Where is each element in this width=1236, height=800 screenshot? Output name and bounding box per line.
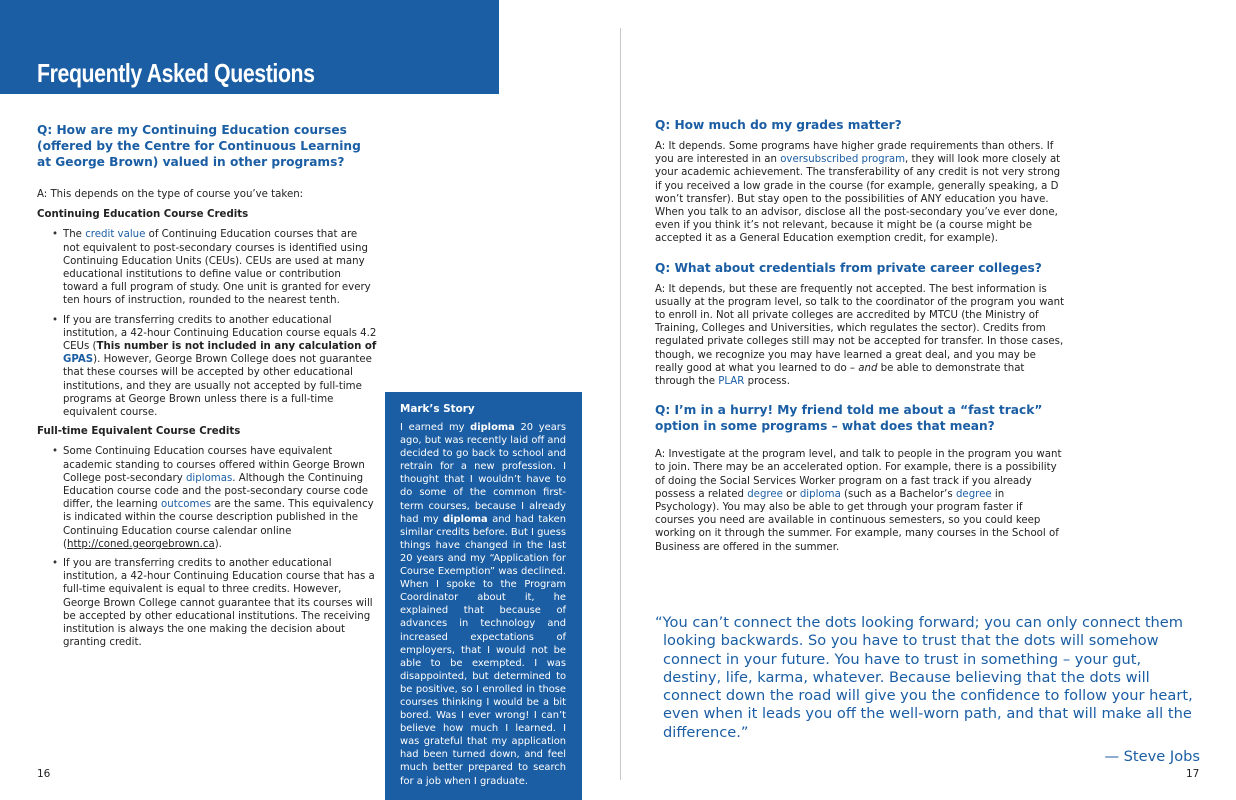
plar-link[interactable]: PLAR bbox=[718, 376, 745, 388]
question-private-colleges: Q: What about credentials from private career colleges? bbox=[655, 260, 1042, 275]
ft-credits-list bbox=[37, 445, 377, 649]
question-ce-courses: Q: How are my Continuing Education courses (offered by the Centre for Continuous Learning at George Brown) valued in other programs? bbox=[37, 123, 361, 169]
answer-private-colleges: A: It depends, but these are frequently not accepted. The best information is usually at the program level, so talk to the coordinator of the program you want to enroll in. Not all private colleges are accredited by MTCU (the Ministry of Training, Colleges and Universities, which regulates the sector). Credits from regulated private colleges still may not be accepted for transfer. In those cases, though, we recognize you may have learned a great deal, and you may be really good at what you learned to do – and be able to demonstrate that through the PLAR process. bbox=[655, 283, 1065, 388]
outcomes-link[interactable]: outcomes bbox=[161, 499, 212, 511]
page-number-right: 17 bbox=[1186, 768, 1200, 780]
marks-story-sidebar bbox=[385, 392, 582, 800]
question-fast-track: Q: I’m in a hurry! My friend told me about a “fast track” option in some programs – what does that mean? bbox=[655, 403, 1043, 434]
title-banner bbox=[0, 0, 499, 94]
page-number-left: 16 bbox=[37, 768, 51, 780]
answer-intro: A: This depends on the type of course you’ve taken: bbox=[37, 189, 304, 200]
story-title: Mark’s Story bbox=[400, 403, 475, 415]
gpas-link[interactable]: GPAS bbox=[63, 354, 94, 366]
steve-jobs-quote bbox=[655, 614, 1200, 766]
left-column bbox=[37, 122, 377, 656]
page-title: Frequently Asked Questions bbox=[37, 58, 315, 88]
list-item: • If you are transferring credits to another educational institution, a 42-hour Continuing Education course equals 4.2 CEUs (This number is not included in any calculation of GPAS). However, George Brown College does not guarantee that these courses will be accepted by other educational institutions, and they are usually not accepted by full-time programs at George Brown unless there is a full-time equivalent course. bbox=[37, 314, 377, 420]
list-item: • The credit value of Continuing Education courses that are not equivalent to post-secondary courses is identified using Continuing Education Units (CEUs). CEUs are used at many educational institutions to define value or contribution toward a full program of study. One unit is granted for every ten hours of instruction, rounded to the nearest tenth. bbox=[37, 228, 377, 307]
degree-link[interactable]: degree bbox=[747, 488, 783, 500]
oversubscribed-program-link[interactable]: oversubscribed program bbox=[780, 154, 906, 166]
credit-value-link[interactable]: credit value bbox=[85, 229, 146, 241]
quote-text: “You can’t connect the dots looking forward; you can only connect them looking backwards. So you have to trust that the dots will somehow connect in your future. You have to trust in something – your gut, destiny, life, karma, whatever. Because believing that the dots will connect down the road will give you the confidence to follow your heart, even when it leads you off the well-worn path, and that will make all the difference.” bbox=[655, 614, 1193, 741]
diploma-link[interactable]: diploma bbox=[799, 488, 841, 500]
ce-credits-heading: Continuing Education Course Credits bbox=[37, 209, 249, 221]
quote-author: — Steve Jobs bbox=[1104, 748, 1200, 766]
answer-grades: A: It depends. Some programs have higher grade requirements than others. If you are interested in an oversubscribed program, they will look more closely at your academic achievement. The transferability of any credit is not very strong if you received a low grade in the course (for example, generally speaking, a D won’t transfer). But stay open to the possibilities of ANY education you have. When you talk to an advisor, disclose all the post-secondary you’ve ever done, even if you think it’s not relevant, because it might be (a course might be accepted it as a General Education exemption credit, for example). bbox=[655, 141, 1061, 245]
list-item: • If you are transferring credits to another educational institution, a 42-hour Continuing Education course that has a full-time equivalent is equal to three credits. However, George Brown College cannot guarantee that its courses will be accepted by other educational institutions. The receiving institution is always the one making the decision about granting credit. bbox=[37, 557, 377, 649]
ft-credits-heading: Full-time Equivalent Course Credits bbox=[37, 426, 241, 438]
question-grades: Q: How much do my grades matter? bbox=[655, 118, 902, 132]
diplomas-link[interactable]: diplomas bbox=[185, 472, 233, 484]
ce-credits-list bbox=[37, 228, 377, 419]
list-item: • Some Continuing Education courses have equivalent academic standing to courses offered within George Brown College post-secondary diplomas. Although the Continuing Education course code and the post-secondary course code differ, the learning outcomes are the same. This equivalency is indicated within the course description published in the Continuing Education course calendar online (http://coned.georgebrown.ca). bbox=[37, 445, 377, 551]
right-page bbox=[618, 0, 1236, 800]
coned-url-link[interactable]: http://coned.georgebrown.ca bbox=[66, 538, 215, 550]
story-text: I earned my diploma 20 years ago, but was recently laid off and decided to go back to school and retrain for a new profession. I thought that I wouldn’t have to do some of the common first-term courses, because I already had my diploma and had taken similar credits before. But I guess things have changed in the last 20 years and my “Application for Course Exemption” was declined. When I spoke to the Program Coordinator about it, he explained that because of advances in technology and increased expectations of employers, that I would not be able to be exempted. I was disappointed, but determined to be positive, so I enrolled in those courses thinking I would be a bit bored. Was I ever wrong! I can’t believe how much I learned. I was grateful that my application had been turned down, and feel much better prepared to search for a job when I graduate. bbox=[400, 422, 566, 787]
answer-fast-track: A: Investigate at the program level, and talk to people in the program you want to join. There may be an accelerated option. For example, there is a possibility of doing the Social Services Worker program on a fast track if you already possess a related degree or diploma (such as a Bachelor’s degree in Psychology). You may also be able to get through your program faster if courses you need are available in continuous semesters, so you could keep working on it through the summer. For example, many courses in the School of Business are offered in the summer. bbox=[655, 449, 1062, 553]
degree-link-2[interactable]: degree bbox=[955, 488, 992, 500]
right-column bbox=[655, 117, 1065, 568]
